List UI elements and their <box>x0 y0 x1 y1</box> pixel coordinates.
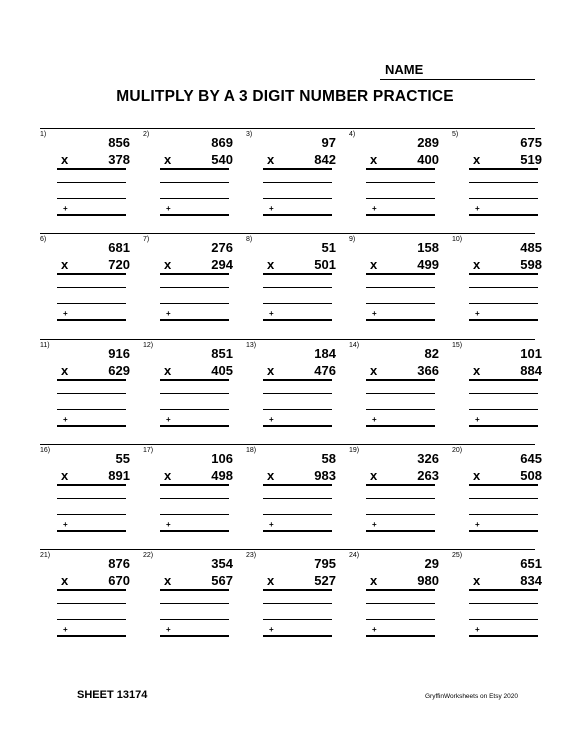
problem-number: 2) <box>143 131 150 138</box>
multiplier: 499 <box>417 257 439 272</box>
answer-line <box>366 273 435 275</box>
times-sign: x <box>61 363 69 378</box>
problem-number: 7) <box>143 236 150 243</box>
work-line <box>160 498 229 499</box>
work-line <box>366 303 435 304</box>
problem-1 <box>40 130 140 230</box>
multiplier: 884 <box>520 363 542 378</box>
work-line <box>57 287 126 288</box>
multiplicand: 58 <box>321 451 336 466</box>
problem-18 <box>246 446 346 546</box>
sum-line <box>160 425 229 427</box>
multiplicand: 51 <box>321 240 336 255</box>
multiplier: 501 <box>314 257 336 272</box>
problem-7 <box>143 235 243 335</box>
problem-24 <box>349 551 449 651</box>
multiplier: 598 <box>520 257 542 272</box>
problem-number: 4) <box>349 131 356 138</box>
work-line <box>57 303 126 304</box>
multiplicand: 106 <box>211 451 233 466</box>
sum-line <box>366 530 435 532</box>
plus-sign: + <box>372 309 377 318</box>
work-line <box>366 409 435 410</box>
sum-line <box>57 635 126 637</box>
times-sign: x <box>61 257 69 272</box>
problem-9 <box>349 235 449 335</box>
work-line <box>263 619 332 620</box>
sum-line <box>366 635 435 637</box>
problem-number: 18) <box>246 447 257 454</box>
work-line <box>160 287 229 288</box>
multiplier: 400 <box>417 152 439 167</box>
row-divider <box>40 444 535 445</box>
problem-number: 19) <box>349 447 360 454</box>
work-line <box>366 498 435 499</box>
sum-line <box>160 635 229 637</box>
times-sign: x <box>473 363 481 378</box>
work-line <box>57 498 126 499</box>
multiplier: 508 <box>520 468 542 483</box>
multiplier: 983 <box>314 468 336 483</box>
problem-number: 1) <box>40 131 47 138</box>
times-sign: x <box>61 573 69 588</box>
work-line <box>57 603 126 604</box>
plus-sign: + <box>166 204 171 213</box>
work-line <box>366 619 435 620</box>
work-line <box>469 303 538 304</box>
multiplicand: 326 <box>417 451 439 466</box>
times-sign: x <box>267 257 275 272</box>
sum-line <box>160 530 229 532</box>
multiplicand: 675 <box>520 135 542 150</box>
multiplier: 980 <box>417 573 439 588</box>
multiplicand: 184 <box>314 346 336 361</box>
answer-line <box>57 589 126 591</box>
work-line <box>263 514 332 515</box>
times-sign: x <box>473 573 481 588</box>
times-sign: x <box>61 468 69 483</box>
work-line <box>263 287 332 288</box>
problem-14 <box>349 341 449 441</box>
sum-line <box>263 319 332 321</box>
multiplier: 629 <box>108 363 130 378</box>
multiplicand: 276 <box>211 240 233 255</box>
problem-number: 23) <box>246 552 257 559</box>
multiplier: 294 <box>211 257 233 272</box>
problem-15 <box>452 341 552 441</box>
plus-sign: + <box>372 415 377 424</box>
times-sign: x <box>267 468 275 483</box>
times-sign: x <box>267 363 275 378</box>
problem-8 <box>246 235 346 335</box>
problem-2 <box>143 130 243 230</box>
multiplicand: 97 <box>321 135 336 150</box>
sum-line <box>160 214 229 216</box>
plus-sign: + <box>63 520 68 529</box>
plus-sign: + <box>269 204 274 213</box>
work-line <box>57 182 126 183</box>
work-line <box>469 603 538 604</box>
sum-line <box>469 214 538 216</box>
problem-19 <box>349 446 449 546</box>
work-line <box>57 393 126 394</box>
plus-sign: + <box>63 204 68 213</box>
sum-line <box>263 214 332 216</box>
problem-23 <box>246 551 346 651</box>
work-line <box>160 603 229 604</box>
times-sign: x <box>267 573 275 588</box>
plus-sign: + <box>269 625 274 634</box>
answer-line <box>57 379 126 381</box>
problem-22 <box>143 551 243 651</box>
answer-line <box>263 484 332 486</box>
multiplicand: 55 <box>115 451 130 466</box>
answer-line <box>57 273 126 275</box>
plus-sign: + <box>63 415 68 424</box>
problem-5 <box>452 130 552 230</box>
problem-number: 13) <box>246 342 257 349</box>
work-line <box>160 303 229 304</box>
plus-sign: + <box>372 520 377 529</box>
multiplier: 498 <box>211 468 233 483</box>
multiplicand: 856 <box>108 135 130 150</box>
times-sign: x <box>370 363 378 378</box>
multiplier: 405 <box>211 363 233 378</box>
problem-11 <box>40 341 140 441</box>
multiplicand: 916 <box>108 346 130 361</box>
problem-12 <box>143 341 243 441</box>
multiplicand: 795 <box>314 556 336 571</box>
work-line <box>160 514 229 515</box>
times-sign: x <box>61 152 69 167</box>
sum-line <box>469 530 538 532</box>
multiplier: 527 <box>314 573 336 588</box>
answer-line <box>366 589 435 591</box>
problem-number: 24) <box>349 552 360 559</box>
sum-line <box>57 319 126 321</box>
times-sign: x <box>164 257 172 272</box>
plus-sign: + <box>63 309 68 318</box>
times-sign: x <box>164 468 172 483</box>
work-line <box>469 287 538 288</box>
multiplicand: 681 <box>108 240 130 255</box>
problem-number: 12) <box>143 342 154 349</box>
work-line <box>366 603 435 604</box>
multiplier: 366 <box>417 363 439 378</box>
plus-sign: + <box>475 309 480 318</box>
times-sign: x <box>473 468 481 483</box>
work-line <box>263 498 332 499</box>
answer-line <box>263 379 332 381</box>
multiplicand: 82 <box>424 346 439 361</box>
problem-17 <box>143 446 243 546</box>
problem-13 <box>246 341 346 441</box>
sum-line <box>57 214 126 216</box>
multiplicand: 29 <box>424 556 439 571</box>
problem-number: 3) <box>246 131 253 138</box>
times-sign: x <box>164 573 172 588</box>
work-line <box>57 619 126 620</box>
plus-sign: + <box>372 625 377 634</box>
problem-21 <box>40 551 140 651</box>
work-line <box>57 409 126 410</box>
answer-line <box>160 589 229 591</box>
multiplier: 891 <box>108 468 130 483</box>
problem-number: 25) <box>452 552 463 559</box>
work-line <box>263 182 332 183</box>
work-line <box>263 303 332 304</box>
work-line <box>263 393 332 394</box>
plus-sign: + <box>269 415 274 424</box>
plus-sign: + <box>475 520 480 529</box>
multiplicand: 876 <box>108 556 130 571</box>
times-sign: x <box>164 152 172 167</box>
work-line <box>160 409 229 410</box>
work-line <box>469 498 538 499</box>
work-line <box>263 603 332 604</box>
answer-line <box>366 168 435 170</box>
plus-sign: + <box>475 204 480 213</box>
sum-line <box>263 530 332 532</box>
multiplier: 540 <box>211 152 233 167</box>
work-line <box>469 393 538 394</box>
plus-sign: + <box>166 520 171 529</box>
problem-number: 5) <box>452 131 459 138</box>
times-sign: x <box>370 152 378 167</box>
plus-sign: + <box>475 415 480 424</box>
name-label: NAME <box>385 62 424 77</box>
multiplier: 519 <box>520 152 542 167</box>
times-sign: x <box>370 257 378 272</box>
work-line <box>366 182 435 183</box>
problem-number: 8) <box>246 236 253 243</box>
problem-3 <box>246 130 346 230</box>
work-line <box>160 619 229 620</box>
answer-line <box>469 589 538 591</box>
row-divider <box>40 549 535 550</box>
work-line <box>263 409 332 410</box>
work-line <box>160 198 229 199</box>
times-sign: x <box>267 152 275 167</box>
answer-line <box>469 168 538 170</box>
problem-number: 17) <box>143 447 154 454</box>
sum-line <box>469 425 538 427</box>
sum-line <box>263 425 332 427</box>
multiplicand: 851 <box>211 346 233 361</box>
sum-line <box>469 319 538 321</box>
work-line <box>366 198 435 199</box>
problem-number: 20) <box>452 447 463 454</box>
answer-line <box>263 273 332 275</box>
multiplier: 834 <box>520 573 542 588</box>
problem-number: 21) <box>40 552 51 559</box>
multiplicand: 101 <box>520 346 542 361</box>
multiplier: 842 <box>314 152 336 167</box>
work-line <box>469 619 538 620</box>
multiplier: 567 <box>211 573 233 588</box>
sum-line <box>366 425 435 427</box>
plus-sign: + <box>166 625 171 634</box>
work-line <box>469 514 538 515</box>
plus-sign: + <box>269 309 274 318</box>
times-sign: x <box>473 152 481 167</box>
name-line <box>380 79 535 80</box>
answer-line <box>160 168 229 170</box>
work-line <box>469 198 538 199</box>
problem-number: 14) <box>349 342 360 349</box>
answer-line <box>469 484 538 486</box>
multiplier: 670 <box>108 573 130 588</box>
page-title: MULITPLY BY A 3 DIGIT NUMBER PRACTICE <box>116 88 454 105</box>
credit-text: GryffinWorksheets on Etsy 2020 <box>425 693 518 700</box>
times-sign: x <box>370 468 378 483</box>
times-sign: x <box>473 257 481 272</box>
answer-line <box>57 168 126 170</box>
problem-number: 6) <box>40 236 47 243</box>
problem-25 <box>452 551 552 651</box>
work-line <box>469 182 538 183</box>
times-sign: x <box>164 363 172 378</box>
times-sign: x <box>370 573 378 588</box>
plus-sign: + <box>166 415 171 424</box>
answer-line <box>469 273 538 275</box>
multiplicand: 289 <box>417 135 439 150</box>
plus-sign: + <box>269 520 274 529</box>
answer-line <box>160 379 229 381</box>
answer-line <box>366 484 435 486</box>
sum-line <box>366 319 435 321</box>
answer-line <box>469 379 538 381</box>
multiplicand: 485 <box>520 240 542 255</box>
answer-line <box>263 168 332 170</box>
answer-line <box>160 484 229 486</box>
row-divider <box>40 128 535 129</box>
plus-sign: + <box>63 625 68 634</box>
plus-sign: + <box>372 204 377 213</box>
answer-line <box>366 379 435 381</box>
sum-line <box>469 635 538 637</box>
multiplier: 378 <box>108 152 130 167</box>
problem-10 <box>452 235 552 335</box>
problem-4 <box>349 130 449 230</box>
sum-line <box>160 319 229 321</box>
problem-number: 16) <box>40 447 51 454</box>
problem-number: 9) <box>349 236 356 243</box>
work-line <box>57 514 126 515</box>
sum-line <box>263 635 332 637</box>
multiplicand: 869 <box>211 135 233 150</box>
work-line <box>469 409 538 410</box>
multiplicand: 354 <box>211 556 233 571</box>
multiplicand: 158 <box>417 240 439 255</box>
work-line <box>57 198 126 199</box>
multiplicand: 651 <box>520 556 542 571</box>
multiplier: 476 <box>314 363 336 378</box>
answer-line <box>57 484 126 486</box>
sum-line <box>57 425 126 427</box>
answer-line <box>263 589 332 591</box>
multiplicand: 645 <box>520 451 542 466</box>
row-divider <box>40 339 535 340</box>
sheet-number: SHEET 13174 <box>77 689 148 701</box>
problem-number: 11) <box>40 342 50 349</box>
work-line <box>366 393 435 394</box>
plus-sign: + <box>166 309 171 318</box>
sum-line <box>366 214 435 216</box>
answer-line <box>160 273 229 275</box>
plus-sign: + <box>475 625 480 634</box>
multiplier: 263 <box>417 468 439 483</box>
problem-number: 22) <box>143 552 154 559</box>
problem-20 <box>452 446 552 546</box>
work-line <box>366 514 435 515</box>
work-line <box>263 198 332 199</box>
multiplier: 720 <box>108 257 130 272</box>
problem-6 <box>40 235 140 335</box>
work-line <box>160 182 229 183</box>
sum-line <box>57 530 126 532</box>
row-divider <box>40 233 535 234</box>
problem-16 <box>40 446 140 546</box>
work-line <box>160 393 229 394</box>
problem-number: 15) <box>452 342 463 349</box>
work-line <box>366 287 435 288</box>
problem-number: 10) <box>452 236 463 243</box>
